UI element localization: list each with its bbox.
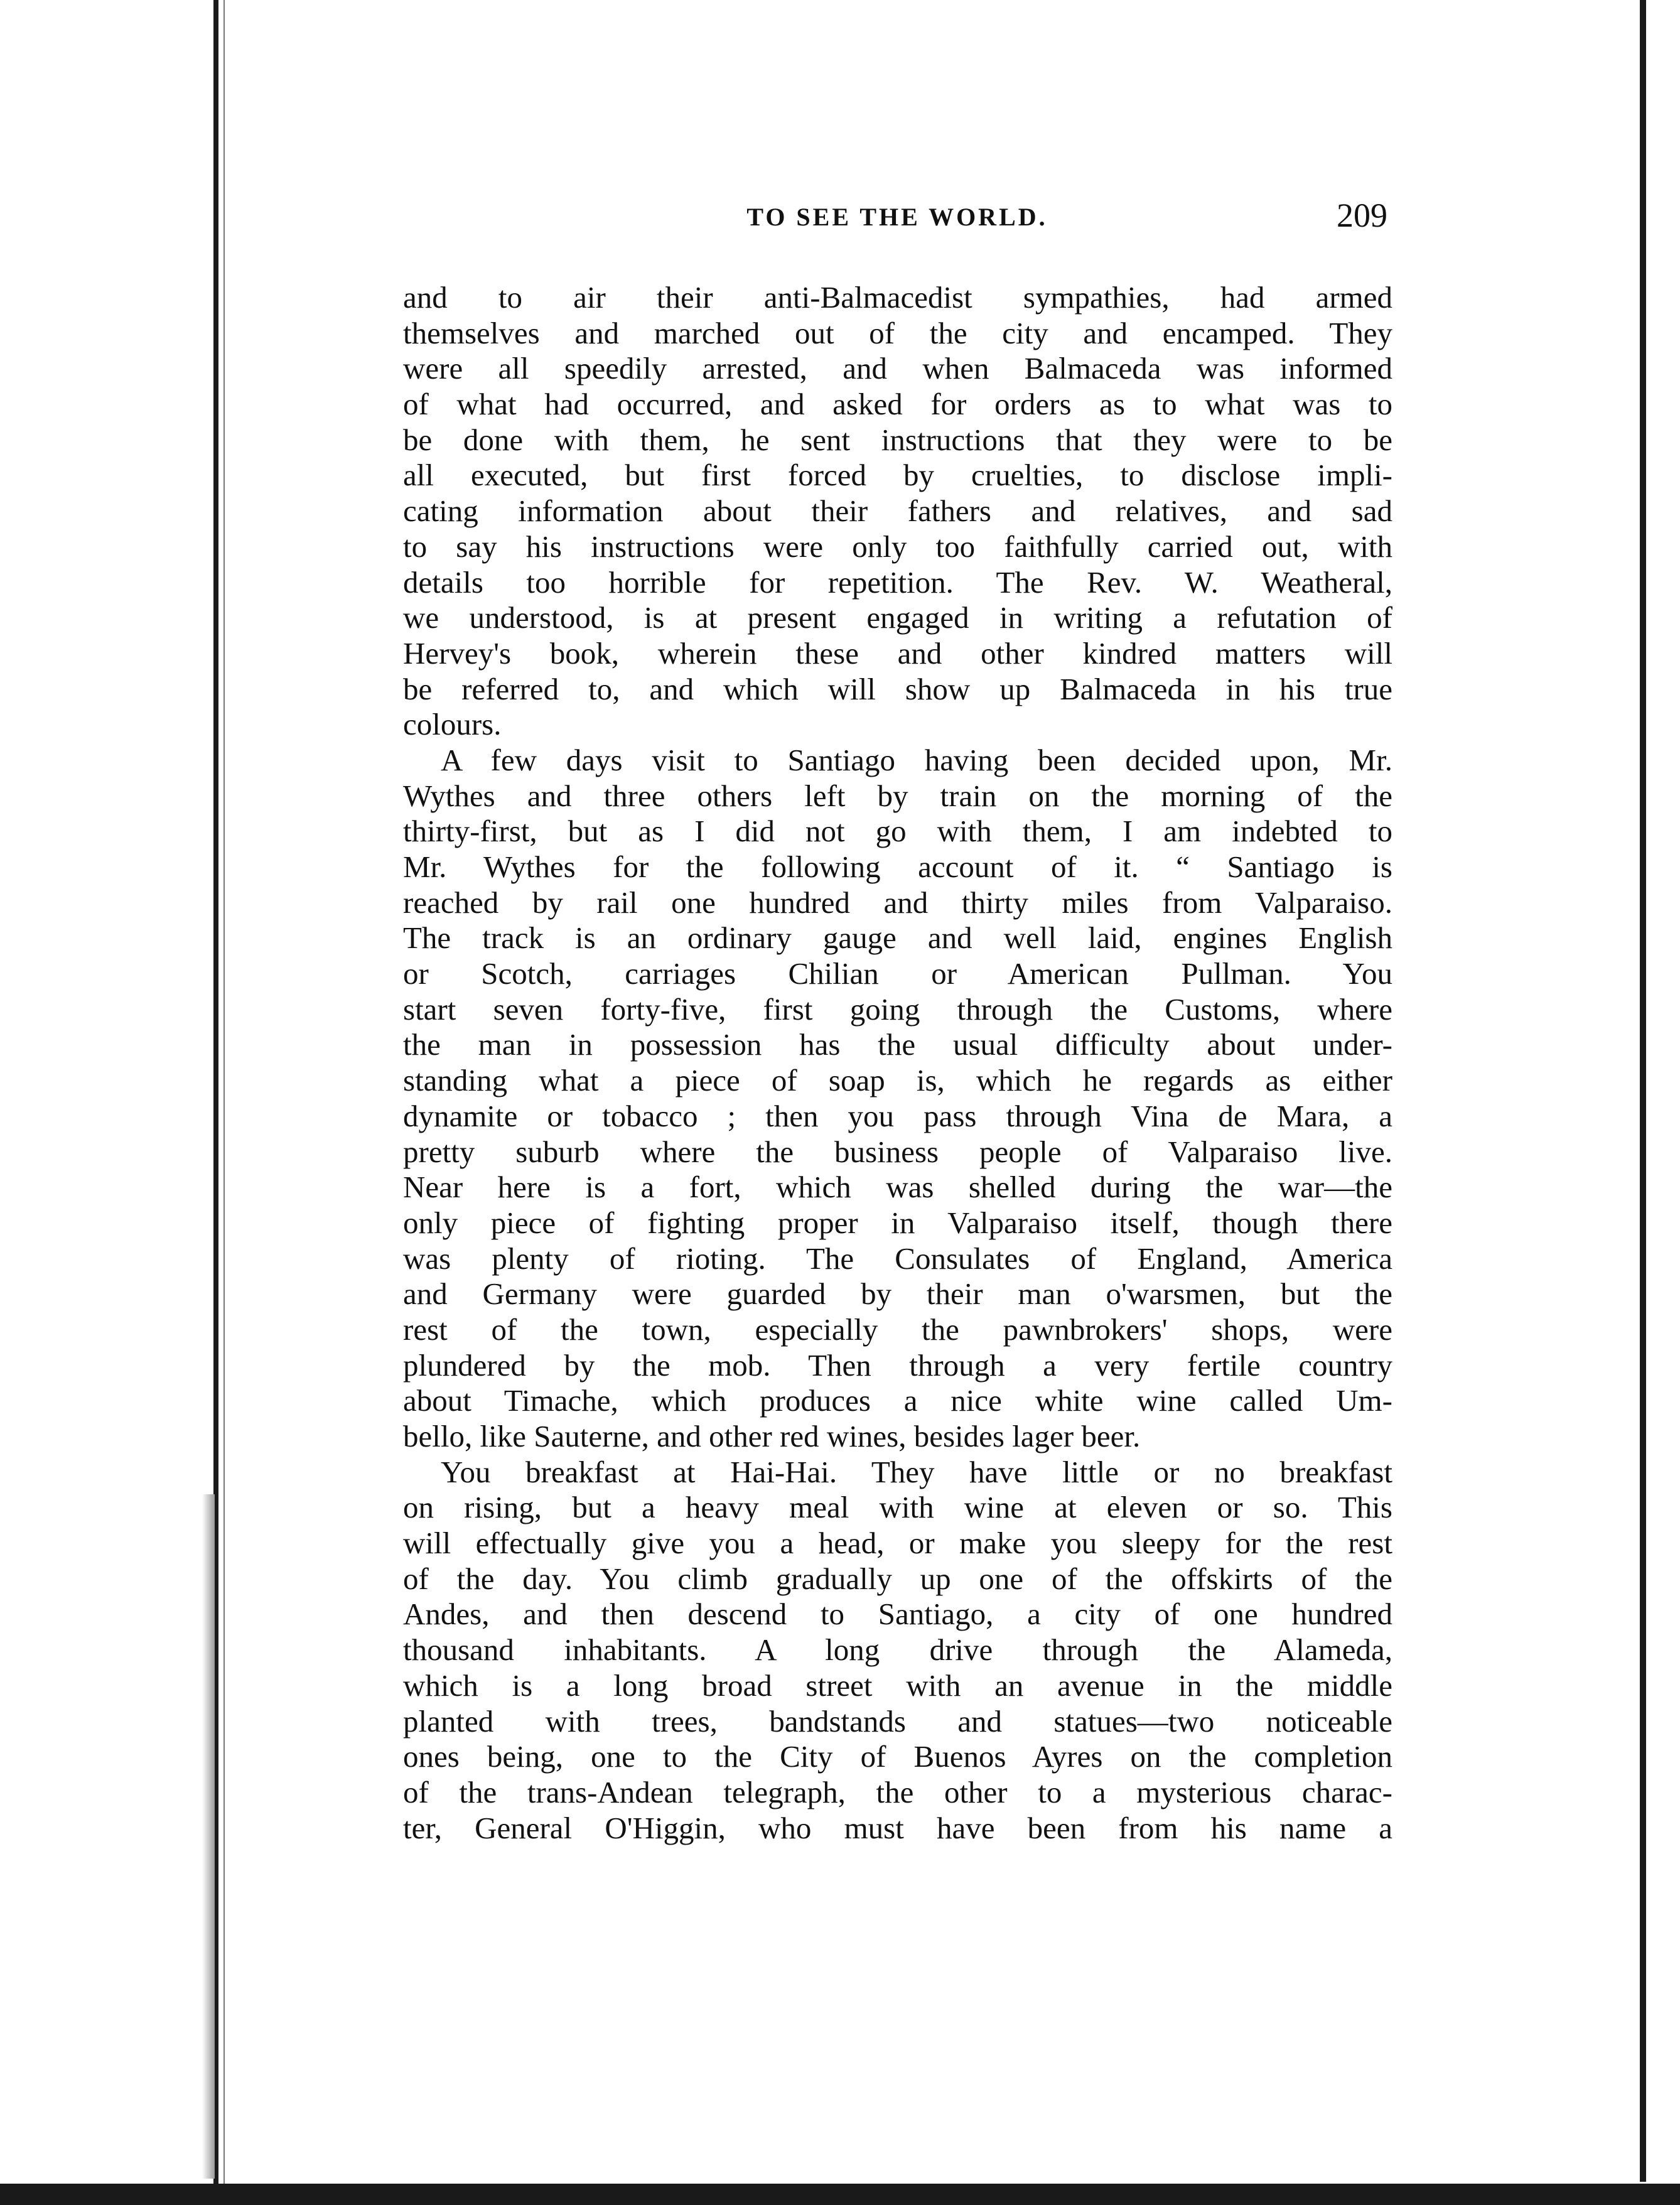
body-text [403,280,1392,1846]
text-line: be done with them, he sent instructions that they were to be [403,422,1392,457]
text-line: thirty-first, but as I did not go with them, I am indebted to [403,814,1392,849]
text-line: pretty suburb where the business people of Valparaiso live. [403,1134,1392,1169]
text-line: bello, like Sauterne, and other red wines, besides lager beer. [403,1419,1141,1453]
text-line: ter, General O'Higgin, who must have been from his name a [403,1810,1392,1845]
text-line: to say his instructions were only too faithfully carried out, with [403,529,1392,564]
running-head: TO SEE THE WORLD. [746,203,1048,231]
text-line: the man in possession has the usual difficulty about under- [403,1027,1392,1062]
text-line: Near here is a fort, which was shelled during the war—the [403,1170,1392,1205]
text-line: about Timache, which produces a nice white wine called Um- [403,1383,1392,1418]
text-line: details too horrible for repetition. The Rev. W. Weatheral, [403,564,1392,600]
page-header [407,197,1387,245]
text-line: of the trans-Andean telegraph, the other to a mysterious charac- [403,1774,1392,1809]
scan-right-edge [1640,0,1646,2182]
text-line: of the day. You climb gradually up one of the offskirts of the [403,1561,1392,1596]
text-line: on rising, but a heavy meal with wine at eleven or so. This [403,1490,1392,1525]
text-line: Andes, and then descend to Santiago, a city of one hundred [403,1597,1392,1632]
text-line: we understood, is at present engaged in writing a refutation of [403,600,1392,635]
text-line: planted with trees, bandstands and statues—two noticeable [403,1703,1392,1739]
scan-left-edge-line [223,0,225,2205]
text-line: Hervey's book, wherein these and other kindred matters will [403,635,1392,671]
scan-bottom-edge [0,2184,1680,2205]
text-line: be referred to, and which will show up Balmaceda in his true [403,671,1392,706]
text-line: A few days visit to Santiago having been decided upon, Mr. [441,742,1392,777]
text-line: ones being, one to the City of Buenos Ayres on the completion [403,1739,1392,1774]
text-line: start seven forty-five, first going through the Customs, where [403,991,1392,1027]
page-number: 209 [1337,197,1387,234]
text-line: standing what a piece of soap is, which he regards as either [403,1063,1392,1098]
text-line: You breakfast at Hai-Hai. They have little or no breakfast [441,1454,1392,1489]
text-line: rest of the town, especially the pawnbrokers' shops, were [403,1312,1392,1347]
text-line: which is a long broad street with an avenue in the middle [403,1668,1392,1703]
text-line: The track is an ordinary gauge and well laid, engines English [403,920,1392,956]
text-line: plundered by the mob. Then through a very fertile country [403,1347,1392,1383]
text-line: Mr. Wythes for the following account of it. “ Santiago is [403,849,1392,884]
text-line: themselves and marched out of the city and encamped. They [403,315,1392,350]
text-line: all executed, but first forced by cruelties, to disclose impli- [403,458,1392,493]
text-line: of what had occurred, and asked for orders as to what was to [403,387,1392,422]
text-line: were all speedily arrested, and when Balmaceda was informed [403,351,1392,386]
binding-shadow [202,1494,215,2179]
text-line: only piece of fighting proper in Valparaiso itself, though there [403,1205,1392,1240]
text-line: Wythes and three others left by train on the morning of the [403,778,1392,813]
text-line: colours. [403,707,502,742]
text-line: dynamite or tobacco ; then you pass through Vina de Mara, a [403,1098,1392,1133]
text-line: and to air their anti-Balmacedist sympathies, had armed [403,280,1392,315]
text-line: or Scotch, carriages Chilian or American Pullman. You [403,956,1392,991]
text-line: thousand inhabitants. A long drive through the Alameda, [403,1632,1392,1668]
text-line: will effectually give you a head, or make you sleepy for the rest [403,1526,1392,1561]
text-line: reached by rail one hundred and thirty miles from Valparaiso. [403,885,1392,920]
text-line: and Germany were guarded by their man o'warsmen, but the [403,1276,1392,1312]
text-line: was plenty of rioting. The Consulates of England, America [403,1241,1392,1276]
text-line: cating information about their fathers and relatives, and sad [403,493,1392,529]
